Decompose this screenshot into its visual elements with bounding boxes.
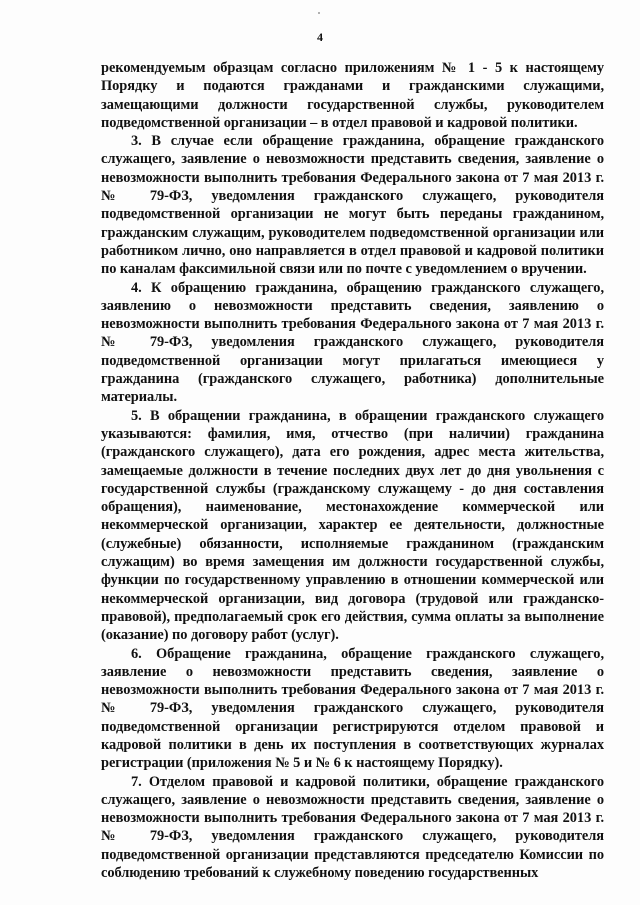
page-number: 4 [317, 30, 323, 44]
paragraph-3: 3. В случае если обращение гражданина, обращение гражданского служащего, заявление о невозможности представить сведения, заявление о невозможности выполнить требования Федерального закона от 7 мая 2013 г. № 79-ФЗ, уведомления гражданского служащего, руководителя подведомственной организации не могут быть переданы гражданином, гражданским служащим, руководителем подведомственной организации или работником лично, оно направляется в отдел правовой и кадровой политики по каналам факсимильной связи или по почте с уведомлением о вручении. [101, 133, 604, 278]
paragraph-5: 5. В обращении гражданина, в обращении гражданского служащего указываются: фамилия, имя, отчество (при наличии) гражданина (гражданского служащего), дата его рождения, адрес места жительства, замещаемые должности в течение последних двух лет до дня увольнения с государственной службы (гражданскому служащему - до дня составления обращения), наименование, местонахождение коммерческой или некоммерческой организации, характер ее деятельности, должностные (служебные) обязанности, исполняемые гражданином (гражданским служащим) во время замещения им должности государственной службы, функции по государственному управлению в отношении коммерческой или некоммерческой организации, вид договора (трудовой или гражданско-правовой), предполагаемый срок его действия, сумма оплаты за выполнение (оказание) по договору работ (услуг). [101, 407, 604, 644]
paragraph-continuation: рекомендуемым образцам согласно приложениям № 1 - 5 к настоящему Порядку и подаются гражданами и гражданскими служащими, замещающими должности государственной службы, руководителем подведомственной организации – в отдел правовой и кадровой политики. [101, 60, 604, 131]
scan-dot [318, 12, 320, 14]
paragraph-4: 4. К обращению гражданина, обращению гражданского служащего, заявлению о невозможности представить сведения, заявлению о невозможности выполнить требования Федерального закона от 7 мая 2013 г. № 79-ФЗ, уведомления гражданского служащего, руководителя подведомственной организации могут прилагаться имеющиеся у гражданина (гражданского служащего, работника) дополнительные материалы. [101, 279, 604, 406]
paragraph-7: 7. Отделом правовой и кадровой политики, обращение гражданского служащего, заявление о невозможности представить сведения, заявление о невозможности выполнить требования Федерального закона от 7 мая 2013 г. № 79-ФЗ, уведомления гражданского служащего, руководителя подведомственной организации представляются председателю Комиссии по соблюдению требований к служебному поведению государственных [101, 773, 604, 882]
paragraph-6: 6. Обращение гражданина, обращение гражданского служащего, заявление о невозможности представить сведения, заявление о невозможности выполнить требования Федерального закона от 7 мая 2013 г. № 79-ФЗ, уведомления гражданского служащего, руководителя подведомственной организации регистрируются отделом правовой и кадровой политики в день их поступления в соответствующих журналах регистрации (приложения № 5 и № 6 к настоящему Порядку). [101, 645, 604, 772]
document-body [101, 59, 604, 882]
